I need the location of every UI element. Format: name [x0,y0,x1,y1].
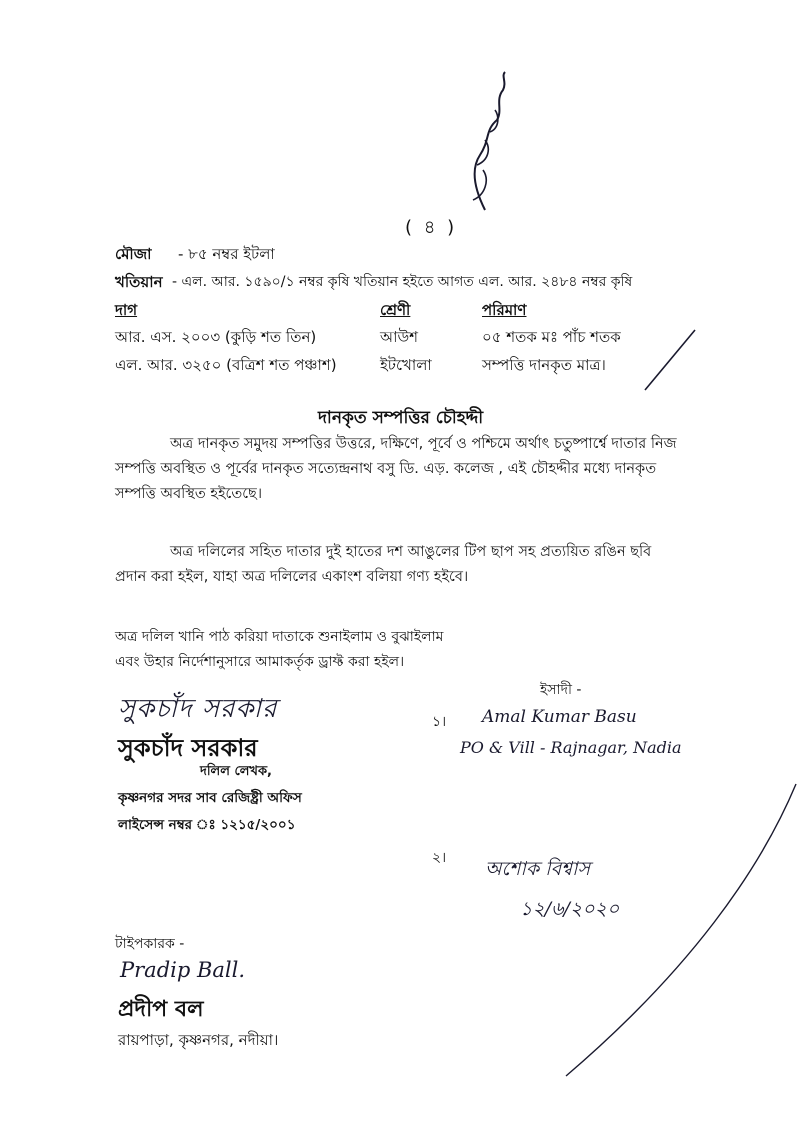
land-table-row-2-dag: এল. আর. ৩২৫০ (বত্রিশ শত পঞ্চাশ) [115,356,337,374]
writer-license: লাইসেন্স নম্বর ঃ ১২১৫/২০০১ [118,817,296,833]
writer-role: দলিল লেখক, [200,764,272,779]
witness-2-line-1: অশোক বিশ্বাস [485,858,591,880]
witness-2-number: ২। [432,850,447,866]
witness-2-line-2: ১২/৬/২০২০ [520,898,620,920]
land-table-row-1-area: ০৫ শতক মঃ পাঁচ শতক [482,328,621,346]
reading-clause [115,625,765,675]
pen-stroke-diagonal [560,780,800,1080]
typist-signature: Pradip Ball. [120,958,246,982]
land-table-row-2-class: ইটখোলা [380,356,432,374]
land-table-row-2-area: সম্পত্তি দানকৃত মাত্র। [482,356,606,374]
photo-clause-line-2: প্রদান করা হইল, যাহা অত্র দলিলের একাংশ বলিয়া গণ্য হইবে। [115,569,469,585]
land-table-header-class: শ্রেণী [380,301,411,319]
mouza-label: মৌজা [115,245,152,263]
witness-1-line-2: PO & Vill - Rajnagar, Nadia [460,738,682,757]
witness-1-number: ১। [432,714,447,730]
mouza-value: - ৮৫ নম্বর ইটলা [178,245,275,263]
writer-office: কৃষ্ণনগর সদর সাব রেজিষ্ট্রী অফিস [118,790,302,806]
typist-name: প্রদীপ বল [118,997,204,1022]
typist-label: টাইপকারক - [115,936,185,952]
reading-clause-line-1: অত্র দলিল খানি পাঠ করিয়া দাতাকে শুনাইলাম ও বুঝাইলাম [115,629,444,645]
reading-clause-line-2: এবং উহার নির্দেশানুসারে আমাকর্তৃক ড্রাফ্ট করা হইল। [115,654,405,670]
writer-name: সুকচাঁদ সরকার [118,734,258,762]
khatian-label: খতিয়ান [115,273,163,291]
photo-clause-line-1: অত্র দলিলের সহিত দাতার দুই হাতের দশ আঙুলের টিপ ছাপ সহ প্রত্যয়িত রঙিন ছবি [170,544,652,560]
boundary-line-3: সম্পত্তি অবস্থিত হইতেছে। [115,486,263,502]
boundary-line-2: সম্পত্তি অবস্থিত ও পূর্বের দানকৃত সত্যেন্দ্রনাথ বসু ডি. এড়. কলেজ , এই চৌহদ্দীর মধ্যে দানকৃত [115,461,657,477]
boundary-text [115,432,765,507]
writer-signature: সুকচাঁদ সরকার [118,694,278,724]
land-table-header-dag: দাগ [115,301,138,319]
land-table-header-area: পরিমাণ [482,301,527,319]
boundary-line-1: অত্র দানকৃত সমুদয় সম্পত্তির উত্তরে, দক্ষিণে, পূর্বে ও পশ্চিমে অর্থাৎ চতুষ্পার্শ্বে দাতার নিজ [170,436,677,452]
pen-stroke-mark [640,325,700,395]
margin-signature [455,70,525,220]
land-table-row-1-class: আউশ [380,328,419,346]
typist-address: রায়পাড়া, কৃষ্ণনগর, নদীয়া। [118,1031,279,1049]
page-number: ( ৪ ) [405,217,458,238]
boundary-title: দানকৃত সম্পত্তির চৌহদ্দী [318,408,484,428]
witness-1-line-1: Amal Kumar Basu [482,707,637,727]
land-table-row-1-dag: আর. এস. ২০০৩ (কুড়ি শত তিন) [115,328,317,346]
photo-clause [115,540,765,590]
khatian-value: - এল. আর. ১৫৯০/১ নম্বর কৃষি খতিয়ান হইতে আগত এল. আর. ২৪৮৪ নম্বর কৃষি [172,274,633,290]
witness-label: ইসাদী - [540,682,582,698]
